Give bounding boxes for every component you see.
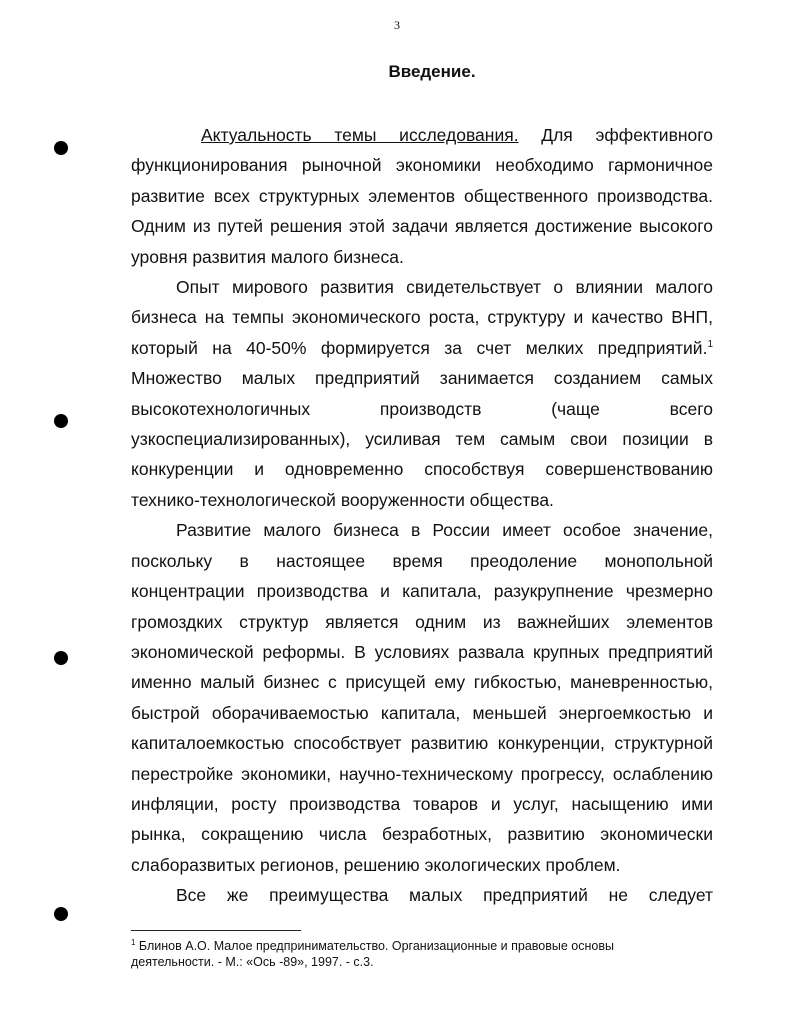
paragraph-4-text: Все же преимущества малых предприятий не следует	[176, 885, 713, 906]
paragraph-2-text-after: Множество малых предприятий занимается созданием самых высокотехнологичных производств (чаще всего узкоспециализированных), усиливая тем самым свои позиции в конкуренции и одновременно способствуя совершенствованию технико-технологической вооруженности общества.	[131, 368, 713, 510]
punch-hole-2	[54, 414, 68, 428]
footnote-reference: 1	[707, 339, 713, 351]
paragraph-4	[131, 880, 713, 910]
footnote-marker: 1	[131, 937, 136, 947]
paragraph-2-text-before: Опыт мирового развития свидетельствует о влиянии малого бизнеса на темпы экономического роста, структуру и качество ВНП, который на 40-50% формируется за счет мелких предприятий.	[131, 277, 713, 358]
paragraph-3-text: Развитие малого бизнеса в России имеет особое значение, поскольку в настоящее время преодоление монопольной концентрации производства и капитала, разукрупнение чрезмерно громоздких структур является одним из важнейших элементов экономической реформы. В условиях развала крупных предприятий именно малый бизнес с присущей ему гибкостью, маневренностью, быстрой оборачиваемостью капитала, меньшей энергоемкостью и капиталоемкостью способствует развитию конкуренции, структурной перестройке экономики, научно-техническому прогрессу, ослаблению инфляции, росту производства товаров и услуг, насыщению ими рынка, сокращению числа безработных, развитию экономически слаборазвитых регионов, решению экологических проблем.	[131, 520, 713, 875]
body-text	[131, 120, 713, 911]
page-number: 3	[394, 18, 400, 32]
paragraph-3	[131, 515, 713, 880]
paragraph-1-text: Для эффективного функционирования рыночной экономики необходимо гармоничное развитие всех структурных элементов общественного производства. Одним из путей решения этой задачи является достижение высокого уровня развития малого бизнеса.	[131, 125, 714, 267]
page-title: Введение.	[388, 62, 476, 81]
footnote	[131, 938, 691, 970]
punch-hole-3	[54, 651, 68, 665]
punch-hole-4	[54, 907, 68, 921]
punch-hole-1	[54, 141, 68, 155]
paragraph-1	[131, 120, 713, 272]
relevance-heading: Актуальность темы исследования.	[201, 125, 519, 145]
paragraph-2	[131, 272, 713, 515]
footnote-divider	[131, 930, 301, 931]
footnote-text: Блинов А.О. Малое предпринимательство. Организационные и правовые основы деятельности. - М.: «Ось -89», 1997. - с.3.	[131, 939, 614, 969]
